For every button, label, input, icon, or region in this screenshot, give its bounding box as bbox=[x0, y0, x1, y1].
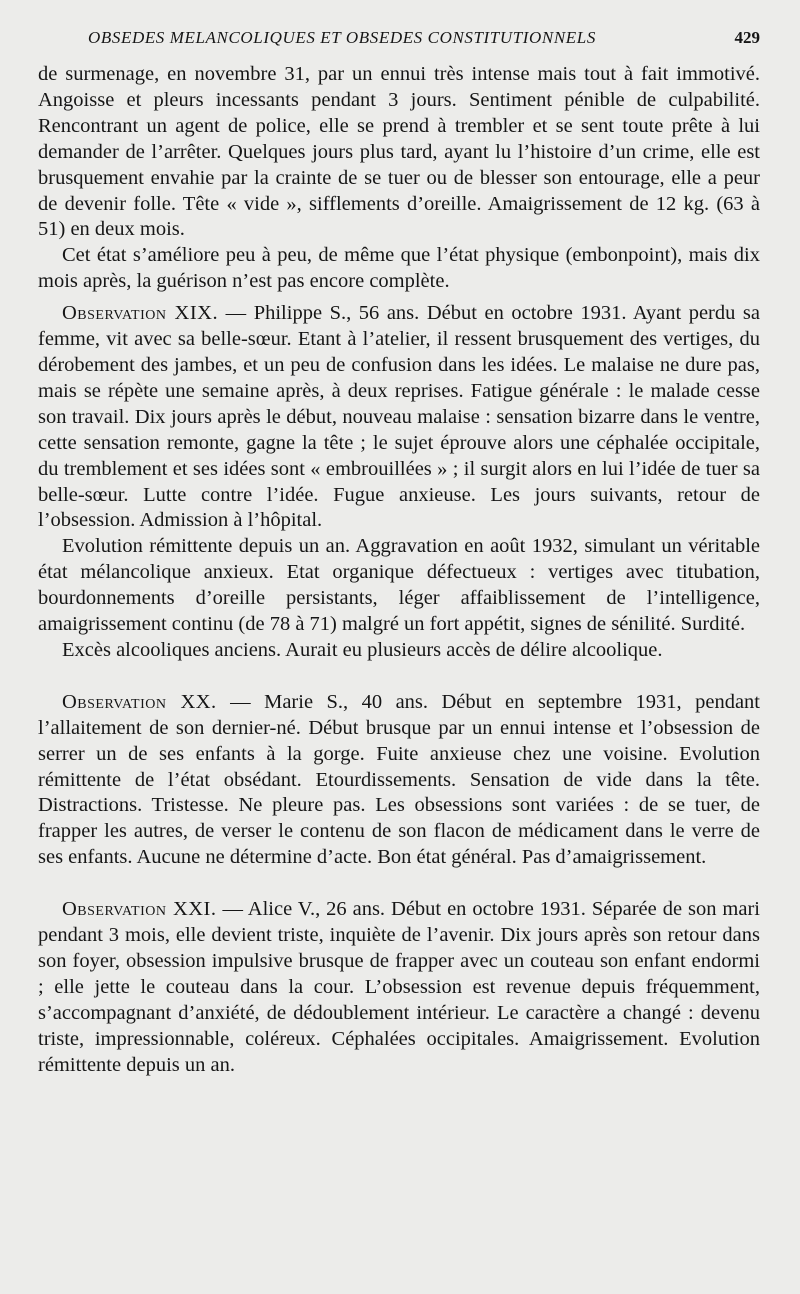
observation-label: Observation XXI. bbox=[62, 898, 217, 921]
observation-xix: Observation XIX. — Philippe S., 56 ans. Début en octobre 1931. Ayant perdu sa femme, vit avec sa belle-sœur. Etant à l’atelier, il ressent brusquement des vertiges, du dérobement des jambes, et un peu de confusion dans les idées. Le malaise ne dure pas, mais se répète une semaine après, à deux reprises. Fatigue générale : le malade cesse son travail. Dix jours après le début, nouveau malaise : sensation bizarre dans le ventre, cette sensation remonte, gagne la tête ; le sujet éprouve alors une céphalée occipitale, du tremblement et ses idées sont « embrouillées » ; il surgit alors en lui l’idée de tuer sa belle-sœur. Lutte contre l’idée. Fugue anxieuse. Les jours suivants, retour de l’obsession. Admission à l’hôpital. bbox=[38, 302, 760, 532]
observation-label: Observation XIX. bbox=[62, 302, 219, 325]
observation-label: Observation XX. bbox=[62, 690, 217, 713]
paragraph: Excès alcooliques anciens. Aurait eu plusieurs accès de délire alcoolique. bbox=[62, 638, 663, 661]
paragraph-continuation: de surmenage, en novembre 31, par un ennui très intense mais tout à fait immotivé. Angoisse et pleurs incessants pendant 3 jours. Sentiment pénible de culpabilité. Rencontrant un agent de police, elle se prend à trembler et se sent toute prête à lui demander de l’arrêter. Quelques jours plus tard, ayant lu l’histoire d’un crime, elle est brusquement envahie par la crainte de se tuer ou de blesser son entourage, elle a peur de devenir folle. Tête « vide », sifflements d’oreille. Amaigrissement de 12 kg. (63 à 51) en deux mois. bbox=[38, 63, 760, 241]
running-title: OBSEDES MELANCOLIQUES ET OBSEDES CONSTITUTIONNELS bbox=[88, 28, 596, 47]
observation-xxi: Observation XXI. — Alice V., 26 ans. Début en octobre 1931. Séparée de son mari pendant 3 mois, elle devient triste, inquiète de l’avenir. Dix jours après son retour dans son foyer, obsession impulsive brusque de frapper avec un couteau son enfant endormi ; elle jette le couteau dans la cour. L’obsession est revenue depuis fréquemment, s’accompagnant d’anxiété, de dédoublement intérieur. Le caractère a changé : devenu triste, impressionnable, coléreux. Céphalées occipitales. Amaigrissement. Evolution rémittente depuis un an. bbox=[38, 898, 760, 1076]
observation-xx: Observation XX. — Marie S., 40 ans. Début en septembre 1931, pendant l’allaitement de son dernier-né. Début brusque par un ennui intense et l’obsession de serrer un de ses enfants à la gorge. Fuite anxieuse chez une voisine. Evolution rémittente de l’état obsédant. Etourdissements. Sensation de vide dans la tête. Distractions. Tristesse. Ne pleure pas. Les obsessions sont variées : de se tuer, de frapper les autres, de verser le contenu de son flacon de médicament dans le verre de ses enfants. Aucune ne détermine d’acte. Bon état général. Pas d’amaigrissement. bbox=[38, 690, 761, 869]
paragraph: Cet état s’améliore peu à peu, de même que l’état physique (embonpoint), mais dix mois après, la guérison n’est pas encore complète. bbox=[38, 244, 760, 293]
page-number: 429 bbox=[734, 28, 760, 47]
running-header bbox=[38, 28, 760, 48]
page-body bbox=[38, 62, 760, 1079]
paragraph: Evolution rémittente depuis un an. Aggravation en août 1932, simulant un véritable état mélancolique anxieux. Etat organique défectueux : vertiges avec titubation, bourdonnements d’oreille persistants, léger affaiblissement de l’intelligence, amaigrissement continu (de 78 à 71) malgré un fort appétit, signes de sénilité. Surdité. bbox=[38, 535, 760, 636]
